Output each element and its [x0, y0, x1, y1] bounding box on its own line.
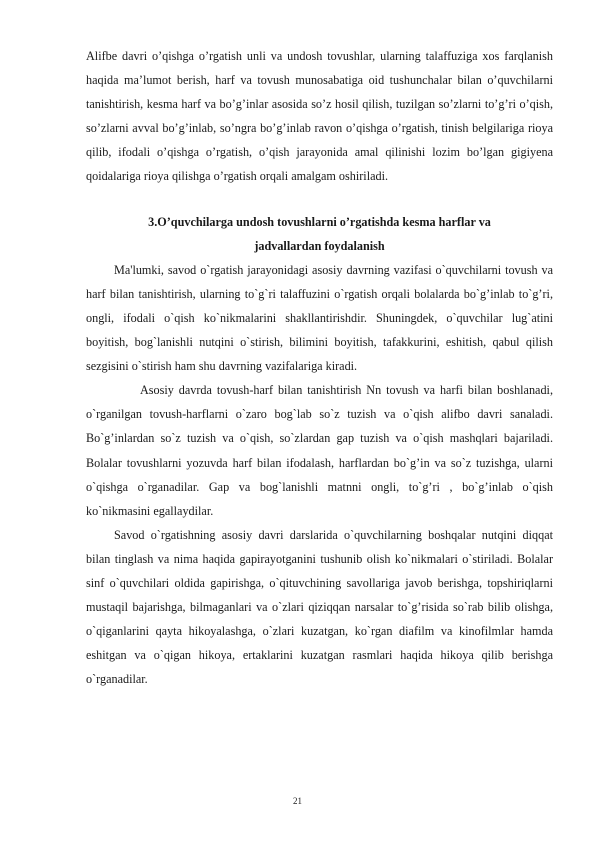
page-content	[86, 44, 553, 691]
section-heading-line-2: jadvallardan foydalanish	[254, 238, 385, 253]
page-number: 21	[293, 796, 302, 806]
section-heading-line-1: 3.O’quvchilarga undosh tovushlarni o’rgatishda kesma harflar va	[148, 214, 491, 229]
body-paragraph-2: Asosiy davrda tovush-harf bilan tanishtirish Nn tovush va harfi bilan boshlanadi, o`rganilgan tovush-harflarni o`zaro bog`lab so`z tuzish va o`qish alifbo davri sanaladi. Bo`g’inlardan so`z tuzish va o`qish, so`zlardan gap tuzish va o`qish mashqlari bajariladi. Bolalar tovushlarni yozuvda harf bilan ifodalash, harflardan bo`g’in va so`z tuzishga, ularni o`qishga o`rganadilar. Gap va bog`lanishli matnni ongli, to`g’ri , bo`g’inlab o`qish ko`nikmasini egallaydilar.	[86, 383, 553, 518]
body-paragraph-3: Savod o`rgatishning asosiy davri darslarida o`quvchilarning boshqalar nutqini diqqat bilan tinglash va nima haqida gapirayotganini tushunib olish ko`nikmalari o`stiriladi. Bolalar sinf o`quvchilari oldida gapirishga, o`qituvchining savollariga javob berishga, topshiriqlarni mustaqil bajarishga, bilmaganlari va o`zlari qiziqqan narsalar to`g’risida so`rab bilib olishga, o`qiganlarini qayta hikoyalashga, o`zlari kuzatgan, ko`rgan diafilm va kinofilmlar hamda eshitgan va o`qigan hikoya, ertaklarini kuzatgan rasmlari haqida hikoya qilib berishga o`rganadilar.	[86, 527, 553, 687]
intro-paragraph: Alifbe davri o’qishga o’rgatish unli va undosh tovushlar, ularning talaffuziga xos farqlanish haqida ma’lumot berish, harf va tovush munosabatiga oid tushunchalar bilan o’quvchilarni tanishtirish, kesma harf va bo’g’inlar asosida so’z hosil qilish, tuzilgan so’zlarni to’g’ri o’qish, so’zlarni avval bo’g’inlab, so’ngra bo’g’inlab ravon o’qishga o’rgatish, tinish belgilariga rioya qilib, ifodali o’qishga o’rgatish, o’qish jarayonida amal qilinishi lozim bo’lgan gigiyena qoidalariga rioya qilishga o’rgatish orqali amalgam oshiriladi.	[86, 49, 553, 184]
section-heading	[86, 210, 553, 258]
body-paragraph-1: Ma'lumki, savod o`rgatish jarayonidagi asosiy davrning vazifasi o`quvchilarni tovush va harf bilan tanishtirish, ularning to`g`ri talaffuzini o`rgatish orqali bolalarda bo`g’inlab to`g’ri, ongli, ifodali o`qish ko`nikmalarini shakllantirishdir. Shuningdek, o`quvchilar lug`atini boyitish, bog`lanishli nutqini o`stirish, bilimini boyitish, tafakkurini, eshitish, qabul qilish sezgisini o`stirish ham shu davrning vazifalariga kiradi.	[86, 262, 553, 374]
